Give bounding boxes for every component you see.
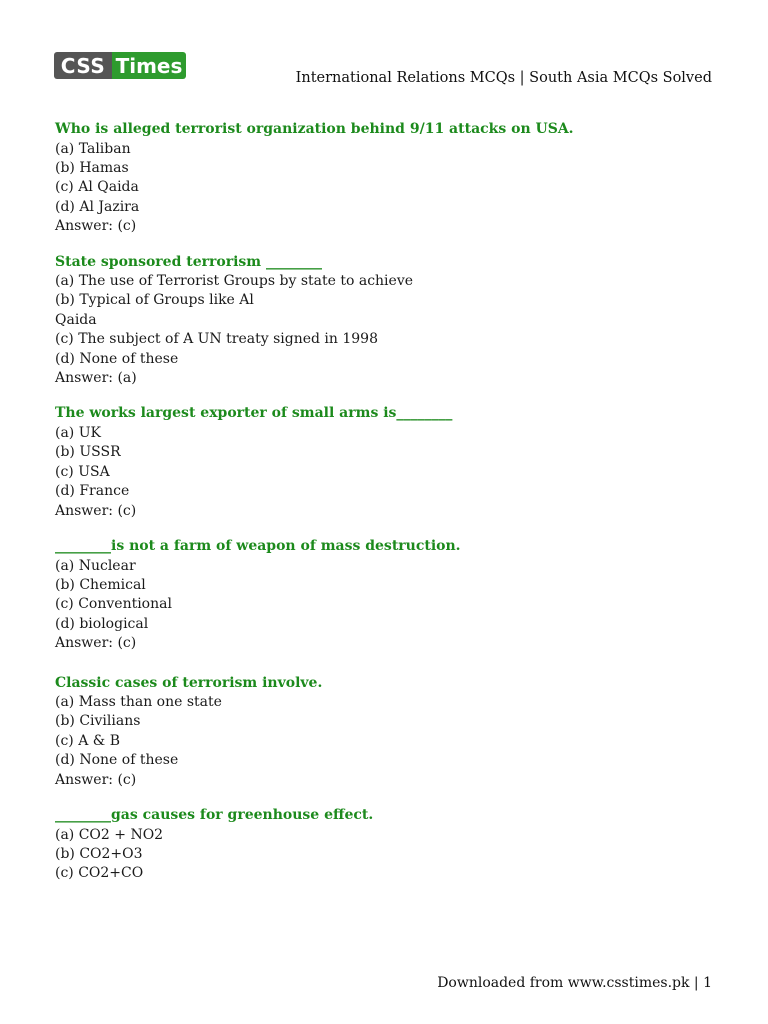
question-block-4 xyxy=(55,537,715,654)
option-b-continued: Qaida xyxy=(55,311,97,328)
option-c: (c) CO2+CO xyxy=(55,865,144,882)
option-b: (b) Civilians xyxy=(55,713,141,730)
option-a: (a) Taliban xyxy=(55,140,131,157)
answer: Answer: (c) xyxy=(55,771,137,788)
option-b: (b) Typical of Groups like Al xyxy=(55,292,254,309)
option-a: (a) Nuclear xyxy=(55,557,136,574)
logo-times-text: Times xyxy=(112,52,186,79)
mcq-list xyxy=(55,120,715,900)
option-d: (d) France xyxy=(55,483,130,500)
option-d: (d) None of these xyxy=(55,350,179,367)
option-d: (d) Al Jazira xyxy=(55,198,140,215)
question-block-3 xyxy=(55,404,715,521)
option-a: (a) UK xyxy=(55,424,101,441)
option-a: (a) Mass than one state xyxy=(55,694,222,711)
option-d: (d) biological xyxy=(55,615,149,632)
logo-css-text: CSS xyxy=(54,52,112,79)
question-text: The works largest exporter of small arms is________ xyxy=(55,405,453,422)
answer: Answer: (a) xyxy=(55,370,137,387)
question-text: ________gas causes for greenhouse effect. xyxy=(55,807,374,824)
question-block-1 xyxy=(55,120,715,237)
option-b: (b) USSR xyxy=(55,444,121,461)
question-text: Who is alleged terrorist organization behind 9/11 attacks on USA. xyxy=(55,121,574,137)
option-a: (a) CO2 + NO2 xyxy=(55,826,164,843)
answer: Answer: (c) xyxy=(55,635,137,652)
csstimes-logo xyxy=(54,52,186,79)
option-b: (b) Chemical xyxy=(55,576,146,593)
answer: Answer: (c) xyxy=(55,502,137,519)
question-text: ________is not a farm of weapon of mass destruction. xyxy=(55,538,461,554)
option-b: (b) CO2+O3 xyxy=(55,845,143,862)
option-a: (a) The use of Terrorist Groups by state to achieve xyxy=(55,273,414,290)
page-footer: Downloaded from www.csstimes.pk | 1 xyxy=(437,975,712,991)
question-text: State sponsored terrorism ________ xyxy=(55,253,322,270)
question-text: Classic cases of terrorism involve. xyxy=(55,674,323,691)
question-block-2 xyxy=(55,253,715,389)
option-b: (b) Hamas xyxy=(55,159,129,176)
option-d: (d) None of these xyxy=(55,752,179,769)
question-block-6 xyxy=(55,806,715,884)
question-block-5 xyxy=(55,674,715,791)
option-c: (c) Al Qaida xyxy=(55,179,139,196)
answer: Answer: (c) xyxy=(55,218,137,235)
option-c: (c) USA xyxy=(55,463,110,480)
option-c: (c) Conventional xyxy=(55,596,172,613)
option-c: (c) A & B xyxy=(55,732,120,749)
page-header-title: International Relations MCQs | South Asia MCQs Solved xyxy=(295,70,712,86)
option-c: (c) The subject of A UN treaty signed in 1998 xyxy=(55,331,378,348)
